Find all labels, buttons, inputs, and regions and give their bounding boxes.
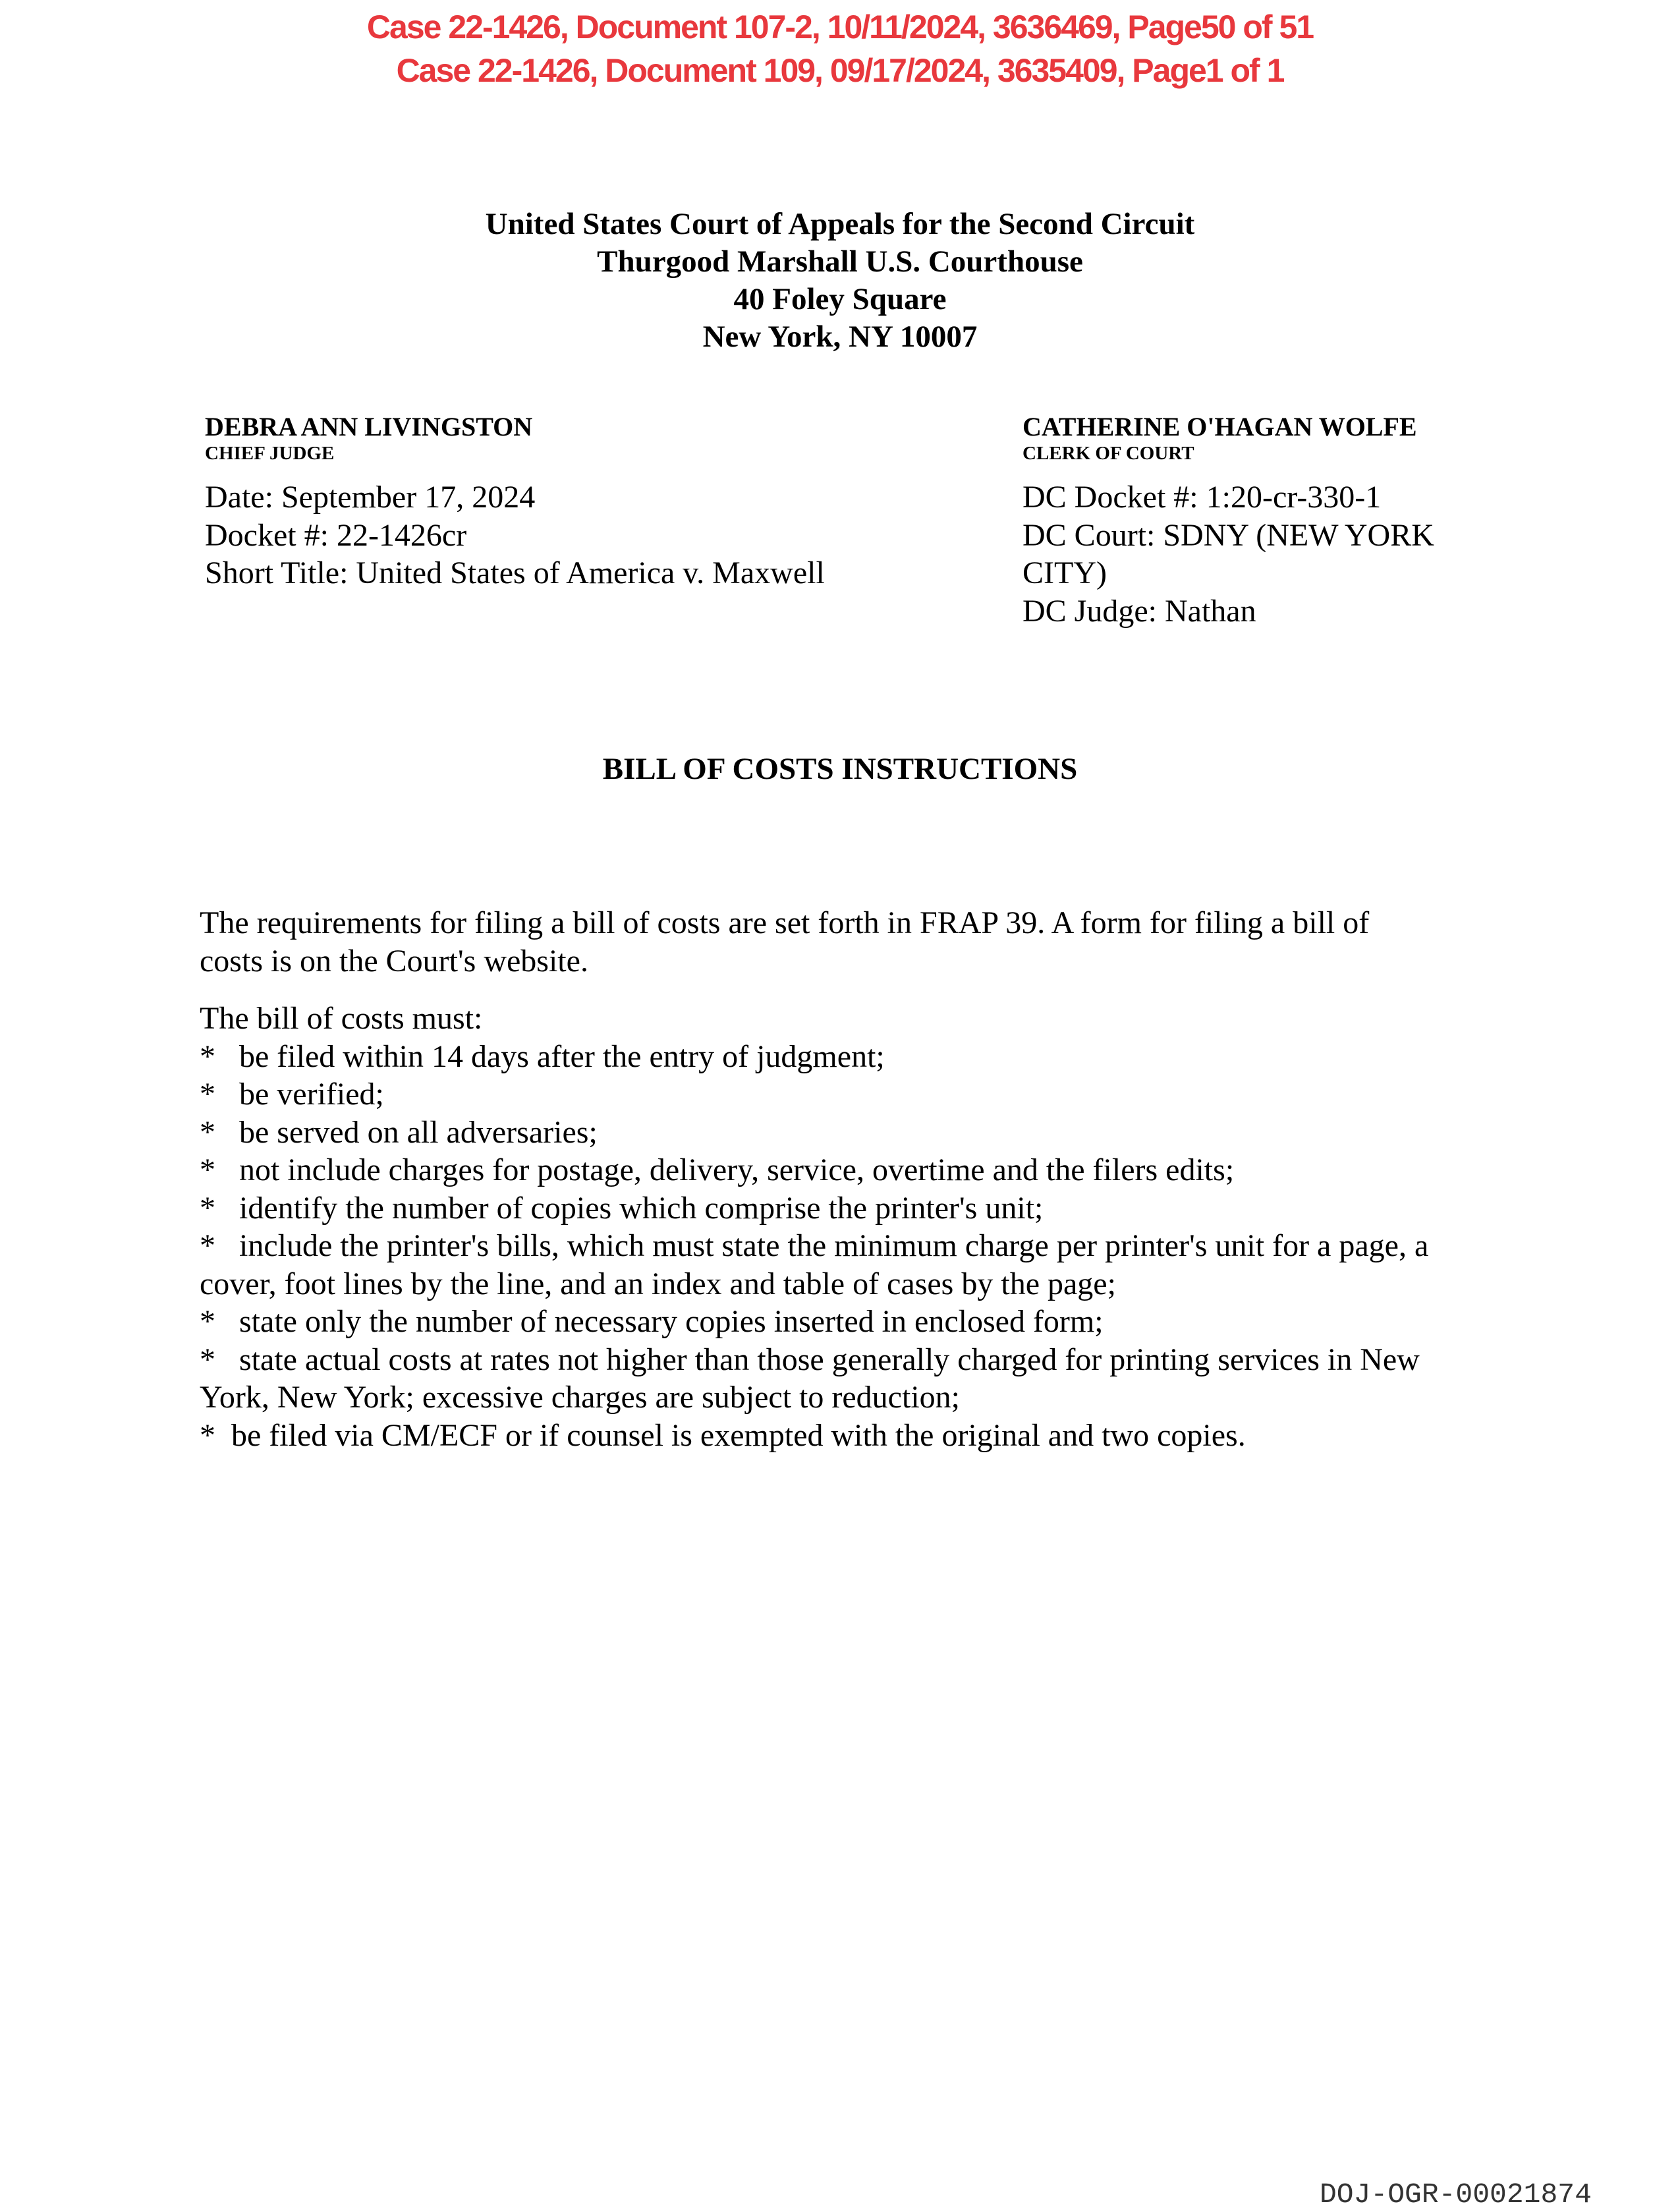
list-item	[200, 1227, 1428, 1265]
bates-number: DOJ-OGR-00021874	[1320, 2178, 1592, 2211]
courthouse: Thurgood Marshall U.S. Courthouse	[597, 244, 1083, 279]
dc-docket: DC Docket #: 1:20-cr-330-1	[1022, 480, 1382, 515]
case-info	[205, 478, 825, 592]
list-item	[200, 1341, 1428, 1379]
case-stamp: Case 22-1426, Document 107-2, 10/11/2024, 3636469, Page50 of 51	[366, 9, 1314, 45]
bullet-asterisk: *	[200, 1304, 215, 1339]
list-item-text: be verified;	[239, 1077, 384, 1112]
document-heading: BILL OF COSTS INSTRUCTIONS	[602, 752, 1078, 786]
clerk-title: CLERK OF COURT	[1022, 443, 1194, 464]
dc-judge: DC Judge: Nathan	[1022, 593, 1256, 629]
chief-judge-name: DEBRA ANN LIVINGSTON	[205, 412, 533, 441]
court-header	[0, 206, 1680, 356]
bullet-asterisk: *	[200, 1077, 215, 1112]
list-item	[200, 1114, 1428, 1152]
list-item	[200, 1075, 1428, 1114]
list-item-text: not include charges for postage, delivery, service, overtime and the filers edits;	[239, 1152, 1235, 1187]
list-item-text: include the printer's bills, which must state the minimum charge per printer's unit for a page, a	[239, 1228, 1429, 1263]
list-lead: The bill of costs must:	[200, 1001, 483, 1036]
bullet-asterisk: *	[200, 1342, 215, 1377]
list-item	[200, 1303, 1428, 1341]
case-stamp-overlay: Case 22-1426, Document 109, 09/17/2024, 3635409, Page1 of 1	[396, 52, 1284, 89]
list-item	[200, 1378, 1428, 1417]
date: Date: September 17, 2024	[205, 480, 536, 515]
list-item	[200, 1417, 1428, 1455]
bullet-asterisk: *	[200, 1417, 215, 1453]
instructions-body	[200, 904, 1428, 1454]
intro-line: costs is on the Court's website.	[200, 943, 588, 978]
dc-court: DC Court: SDNY (NEW YORK	[1022, 517, 1434, 553]
intro-line: The requirements for filing a bill of costs are set forth in FRAP 39. A form for filing a bill of	[200, 905, 1370, 940]
list-item	[200, 1151, 1428, 1189]
list-item-text: state only the number of necessary copies inserted in enclosed form;	[239, 1304, 1104, 1339]
bullet-asterisk: *	[200, 1152, 215, 1187]
bullet-asterisk: *	[200, 1114, 215, 1150]
list-item-text: cover, foot lines by the line, and an index and table of cases by the page;	[200, 1266, 1116, 1301]
bullet-asterisk: *	[200, 1190, 215, 1226]
requirements-list	[200, 1038, 1428, 1455]
court-street: 40 Foley Square	[733, 282, 947, 316]
list-item-text: be filed via CM/ECF or if counsel is exempted with the original and two copies.	[231, 1417, 1246, 1453]
docket-number: Docket #: 22-1426cr	[205, 517, 467, 553]
dc-info	[1022, 478, 1434, 630]
list-item-text: be served on all adversaries;	[239, 1114, 598, 1150]
list-item-text: York, New York; excessive charges are subject to reduction;	[200, 1380, 960, 1415]
court-name: United States Court of Appeals for the Second Circuit	[485, 207, 1195, 241]
chief-judge-title: CHIEF JUDGE	[205, 443, 335, 464]
list-item-text: be filed within 14 days after the entry of judgment;	[239, 1038, 885, 1074]
list-item	[200, 1189, 1428, 1228]
dc-court-cont: CITY)	[1022, 555, 1107, 590]
list-item	[200, 1265, 1428, 1303]
list-item-text: identify the number of copies which comprise the printer's unit;	[239, 1190, 1044, 1226]
list-item	[200, 1038, 1428, 1076]
short-title: Short Title: United States of America v. Maxwell	[205, 555, 825, 590]
bullet-asterisk: *	[200, 1228, 215, 1263]
bullet-asterisk: *	[200, 1038, 215, 1074]
clerk-name: CATHERINE O'HAGAN WOLFE	[1022, 412, 1417, 441]
list-item-text: state actual costs at rates not higher than those generally charged for printing services in New	[239, 1342, 1420, 1377]
court-city: New York, NY 10007	[702, 320, 978, 354]
